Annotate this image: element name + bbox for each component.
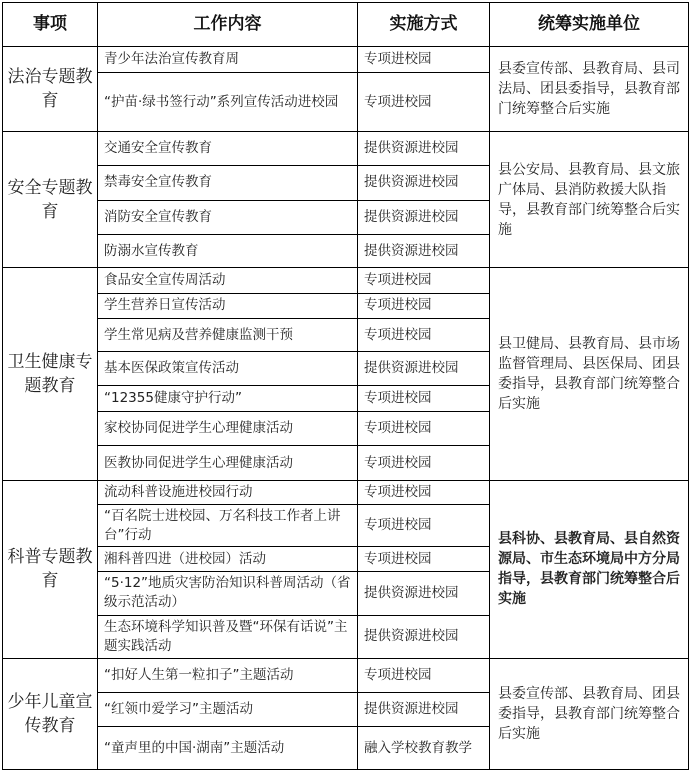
method-cell: 专项进校园 xyxy=(358,268,490,293)
org-cell: 县公安局、县教育局、县文旅广体局、县消防救援大队指导，县教育部门统筹整合后实施 xyxy=(490,131,689,267)
content-cell: 学生营养日宣传活动 xyxy=(98,293,358,318)
content-cell: “护苗·绿书签行动”系列宣传活动进校园 xyxy=(98,73,358,132)
content-cell: 医教协同促进学生心理健康活动 xyxy=(98,446,358,480)
content-cell: “百名院士进校园、万名科技工作者上讲台”行动 xyxy=(98,504,358,546)
category-cell: 少年儿童宣传教育 xyxy=(3,658,98,769)
work-table xyxy=(2,2,689,770)
method-cell: 专项进校园 xyxy=(358,73,490,132)
org-cell: 县科协、县教育局、县自然资源局、市生态环境局中方分局指导，县教育部门统筹整合后实施 xyxy=(490,480,689,658)
method-cell: 专项进校园 xyxy=(358,446,490,480)
table-row xyxy=(3,131,689,165)
category-cell: 法治专题教育 xyxy=(3,47,98,132)
content-cell: 生态环境科学知识普及暨“环保有话说”主题实践活动 xyxy=(98,616,358,658)
content-cell: 食品安全宣传周活动 xyxy=(98,268,358,293)
table-row xyxy=(3,658,689,692)
category-cell: 卫生健康专题教育 xyxy=(3,268,98,480)
method-cell: 提供资源进校园 xyxy=(358,693,490,727)
method-cell: 专项进校园 xyxy=(358,658,490,692)
method-cell: 专项进校园 xyxy=(358,293,490,318)
header-row xyxy=(3,3,689,47)
content-cell: 青少年法治宣传教育周 xyxy=(98,47,358,73)
category-cell: 安全专题教育 xyxy=(3,131,98,267)
method-cell: 专项进校园 xyxy=(358,504,490,546)
table-row xyxy=(3,47,689,73)
method-cell: 融入学校教育教学 xyxy=(358,727,490,770)
content-cell: “12355健康守护行动” xyxy=(98,385,358,411)
method-cell: 提供资源进校园 xyxy=(358,352,490,385)
method-cell: 专项进校园 xyxy=(358,385,490,411)
method-cell: 提供资源进校园 xyxy=(358,131,490,165)
content-cell: 学生常见病及营养健康监测干预 xyxy=(98,318,358,351)
method-cell: 专项进校园 xyxy=(358,411,490,445)
method-cell: 专项进校园 xyxy=(358,47,490,73)
method-cell: 提供资源进校园 xyxy=(358,616,490,658)
header-item: 事项 xyxy=(3,3,98,47)
content-cell: “5·12”地质灾害防治知识科普周活动（省级示范活动） xyxy=(98,571,358,615)
method-cell: 提供资源进校园 xyxy=(358,235,490,268)
content-cell: 家校协同促进学生心理健康活动 xyxy=(98,411,358,445)
content-cell: 流动科普设施进校园行动 xyxy=(98,480,358,504)
header-content: 工作内容 xyxy=(98,3,358,47)
method-cell: 提供资源进校园 xyxy=(358,166,490,200)
method-cell: 提供资源进校园 xyxy=(358,571,490,615)
header-org: 统筹实施单位 xyxy=(490,3,689,47)
content-cell: 交通安全宣传教育 xyxy=(98,131,358,165)
method-cell: 专项进校园 xyxy=(358,547,490,571)
header-method: 实施方式 xyxy=(358,3,490,47)
content-cell: 禁毒安全宣传教育 xyxy=(98,166,358,200)
content-cell: 消防安全宣传教育 xyxy=(98,200,358,234)
method-cell: 专项进校园 xyxy=(358,318,490,351)
method-cell: 专项进校园 xyxy=(358,480,490,504)
table-row xyxy=(3,480,689,504)
org-cell: 县委宣传部、县教育局、县司法局、团县委指导，县教育部门统筹整合后实施 xyxy=(490,47,689,132)
content-cell: “红领巾爱学习”主题活动 xyxy=(98,693,358,727)
content-cell: “扣好人生第一粒扣子”主题活动 xyxy=(98,658,358,692)
content-cell: “童声里的中国·湖南”主题活动 xyxy=(98,727,358,770)
category-cell: 科普专题教育 xyxy=(3,480,98,658)
content-cell: 基本医保政策宣传活动 xyxy=(98,352,358,385)
org-cell: 县委宣传部、县教育局、团县委指导，县教育部门统筹整合后实施 xyxy=(490,658,689,769)
table-row xyxy=(3,268,689,293)
method-cell: 提供资源进校园 xyxy=(358,200,490,234)
content-cell: 防溺水宣传教育 xyxy=(98,235,358,268)
content-cell: 湘科普四进（进校园）活动 xyxy=(98,547,358,571)
org-cell: 县卫健局、县教育局、县市场监督管理局、县医保局、团县委指导，县教育部门统筹整合后实施 xyxy=(490,268,689,480)
